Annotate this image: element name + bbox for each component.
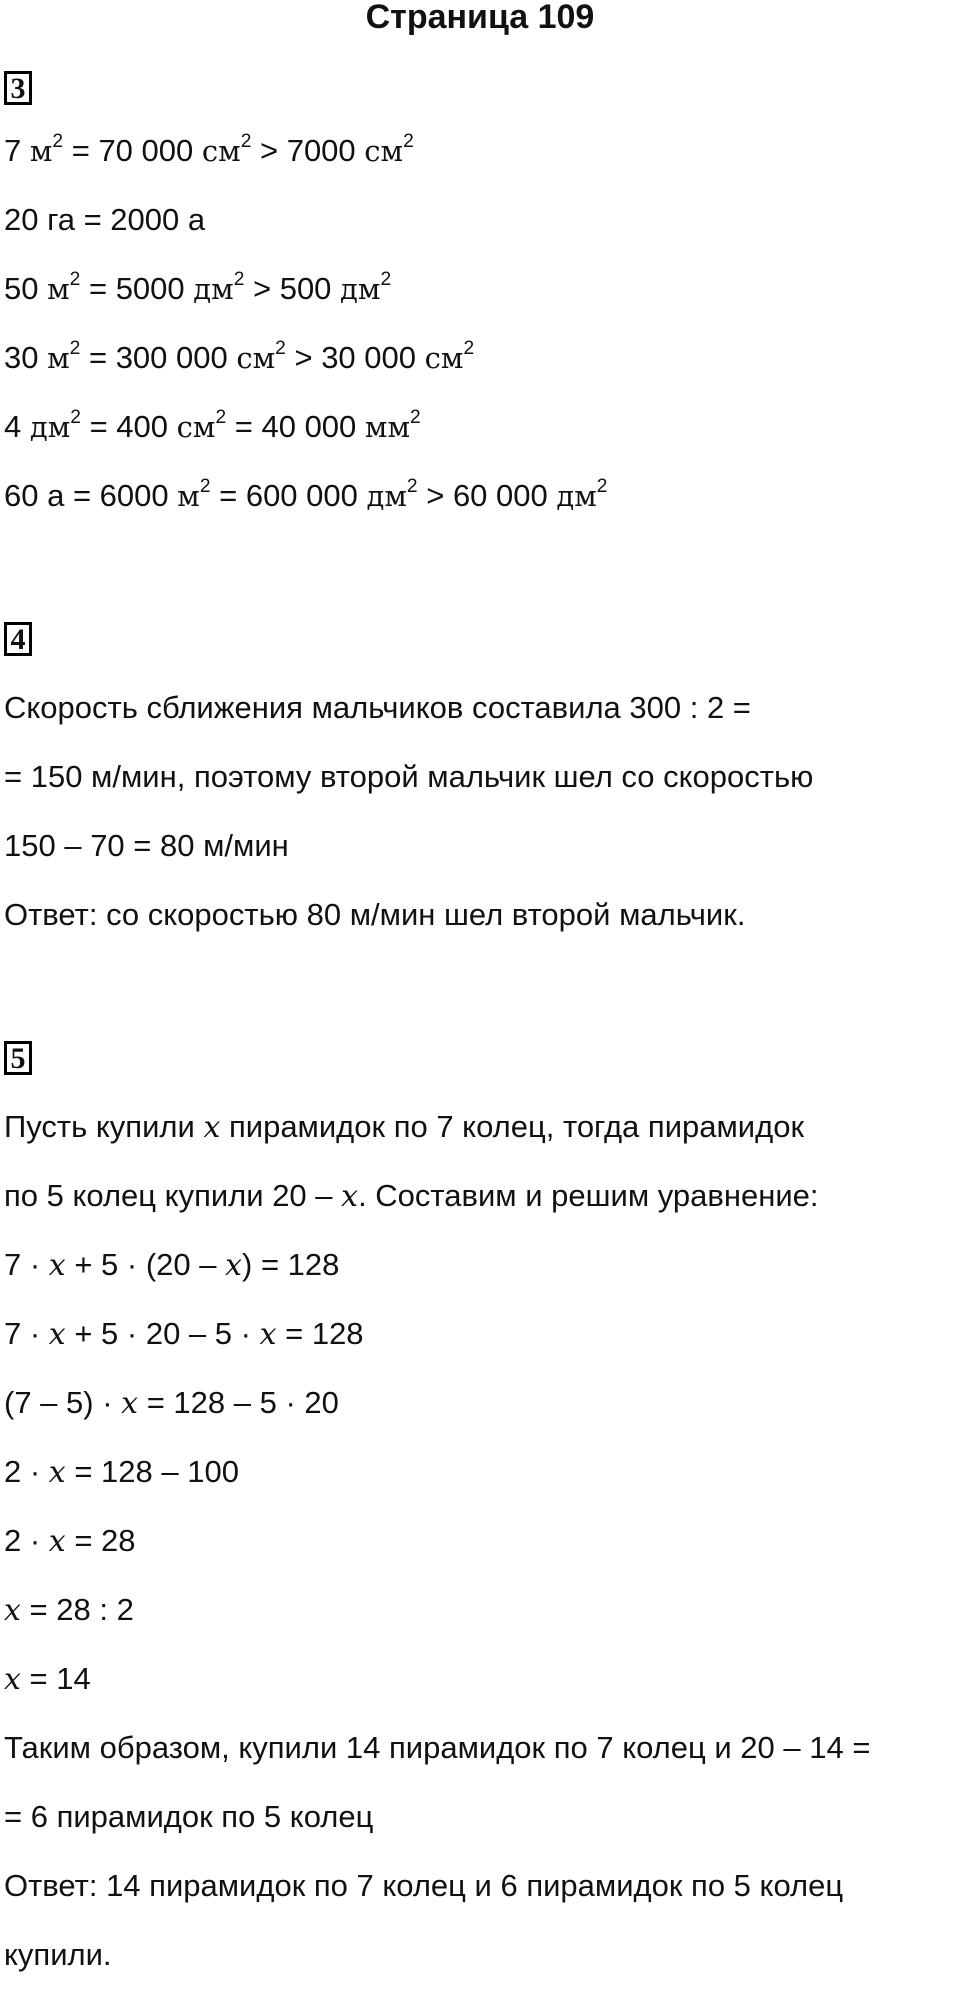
task-4-line-4: Ответ: со скоростью 80 м/мин шел второй мальчик. <box>4 897 746 932</box>
task-5-line-2: по 5 колец купили 20 – x. Составим и решим уравнение: <box>4 1178 819 1214</box>
task-3-line-2: 20 га = 2000 а <box>4 202 206 237</box>
task-4-line-2: = 150 м/мин, поэтому второй мальчик шел со скоростью <box>4 759 814 794</box>
task-4-number: 4 <box>4 622 32 656</box>
task-5-conclusion-1: Таким образом, купили 14 пирамидок по 7 колец и 20 – 14 = <box>4 1730 871 1765</box>
task-5-equation-7: x = 14 <box>4 1661 91 1697</box>
task-5-answer-1: Ответ: 14 пирамидок по 7 колец и 6 пирамидок по 5 колец <box>4 1868 844 1903</box>
task-5-answer-2: купили. <box>4 1937 112 1972</box>
task-3-number: 3 <box>4 71 32 105</box>
task-4-line-3: 150 – 70 = 80 м/мин <box>4 828 289 863</box>
page-title: Страница 109 <box>365 0 595 36</box>
task-5-number: 5 <box>4 1041 32 1075</box>
task-5-equation-3: (7 – 5) · x = 128 – 5 · 20 <box>4 1385 339 1421</box>
task-3-line-3: 50 $м^2 = 5000$ $дм^2 > 500$ $дм^2$ <box>4 269 392 306</box>
task-3-line-5: 4 $дм^2 = 400$ $см^2 = 40$ 000 $мм^2$ <box>4 407 421 444</box>
task-5-equation-6: x = 28 : 2 <box>4 1592 134 1628</box>
task-5-equation-2: 7 · x + 5 · 20 – 5 · x = 128 <box>4 1316 364 1352</box>
task-3-line-6: 60 а = 6000 $м^2 = 600$ 000 $дм^2 > 60$ 000 $дм^2$ <box>4 476 608 513</box>
task-3-line-4: 30 $м^2 = 300$ 000 $см^2 > 30$ 000 $см^2$ <box>4 338 475 375</box>
task-4-line-1: Скорость сближения мальчиков составила 300 : 2 = <box>4 690 751 725</box>
task-5-line-1: Пусть купили x пирамидок по 7 колец, тогда пирамидок <box>4 1109 805 1145</box>
task-5-equation-1: 7 · x + 5 · (20 – x) = 128 <box>4 1247 340 1283</box>
task-5-equation-4: 2 · x = 128 – 100 <box>4 1454 239 1490</box>
task-5-equation-5: 2 · x = 28 <box>4 1523 136 1559</box>
task-3-line-1: 7 $м^2 = 70$ 000 $см^2 > 7000$ $см^2$ <box>4 131 414 168</box>
task-5-conclusion-2: = 6 пирамидок по 5 колец <box>4 1799 374 1834</box>
